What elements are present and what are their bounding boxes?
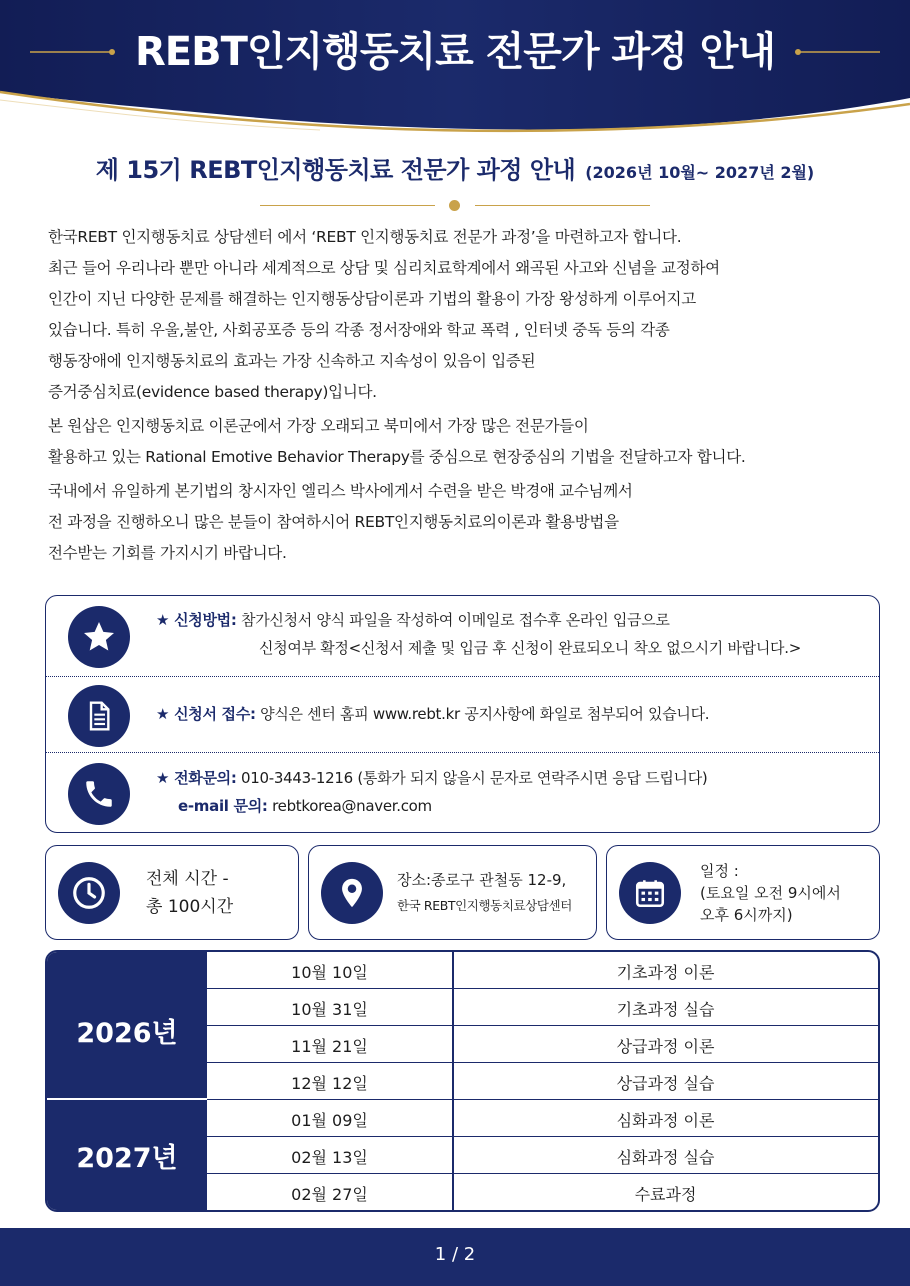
apply-method-line1: 참가신청서 양식 파일을 작성하여 이메일로 접수후 온라인 입금으로 — [241, 611, 670, 629]
intro-line: 있습니다. 특히 우울,불안, 사회공포증 등의 각종 정서장애와 학교 폭력 , 인터넷 중독 등의 각종 — [48, 321, 670, 339]
application-info-box — [45, 595, 880, 833]
session-title: 기초과정 실습 — [616, 1000, 715, 1019]
apply-method-row — [46, 596, 879, 676]
intro-line: 본 원삽은 인지행동치료 이론군에서 가장 오래되고 북미에서 가장 많은 전문가들이 — [48, 417, 589, 435]
session-date: 01월 09일 — [291, 1111, 368, 1130]
location-line1: 장소:종로구 관철동 12-9, — [397, 870, 567, 889]
year-label: 2027년 — [76, 1143, 178, 1174]
intro-line: 증거중심치료(evidence based therapy)입니다. — [48, 383, 377, 401]
form-submission-row — [46, 676, 879, 752]
phone-icon — [68, 763, 130, 825]
course-subtitle — [0, 150, 910, 185]
location-line2: 한국 REBT인지행동치료상담센터 — [397, 897, 572, 913]
calendar-icon — [619, 862, 681, 924]
session-title: 기초과정 이론 — [616, 963, 715, 982]
intro-line: 활용하고 있는 Rational Emotive Behavior Therapy를 중심으로 현장중심의 기법을 전달하고자 합니다. — [48, 448, 746, 466]
table-row — [207, 1026, 878, 1063]
intro-line: 전수받는 기회를 가지시기 바랍니다. — [48, 544, 287, 562]
session-date: 02월 27일 — [291, 1185, 368, 1204]
year-label: 2026년 — [76, 1018, 178, 1049]
session-date: 02월 13일 — [291, 1148, 368, 1167]
form-submission-text: 양식은 센터 홈피 www.rebt.kr 공지사항에 화일로 첨부되어 있습니다. — [260, 705, 710, 723]
intro-line: 행동장애에 인지행동치료의 효과는 가장 신속하고 지속성이 있음이 입증된 — [48, 352, 536, 370]
session-date: 12월 12일 — [291, 1074, 368, 1093]
schedule-time-line3: 오후 6시까지) — [700, 905, 793, 924]
location-pin-icon — [321, 862, 383, 924]
location-card — [308, 845, 597, 940]
intro-paragraph — [48, 411, 878, 473]
schedule-time-card — [606, 845, 880, 940]
schedule-time-line2: (토요일 오전 9시에서 — [700, 883, 841, 902]
email-address: rebtkorea@naver.com — [272, 797, 432, 815]
table-row — [207, 989, 878, 1026]
header-banner — [0, 0, 910, 140]
apply-method-label: ★ 신청방법: — [156, 611, 237, 629]
session-title: 심화과정 이론 — [616, 1111, 715, 1130]
schedule-time-line1: 일정 : — [700, 861, 739, 880]
session-title: 상급과정 이론 — [616, 1037, 715, 1056]
ornament-divider — [260, 205, 650, 207]
session-date: 11월 21일 — [291, 1037, 368, 1056]
email-inquiry-label: e-mail 문의: — [178, 797, 268, 815]
intro-text — [48, 222, 878, 572]
session-date: 10월 10일 — [291, 963, 368, 982]
intro-line: 전 과정을 진행하오니 많은 분들이 참여하시어 REBT인지행동치료의이론과 활용방법을 — [48, 513, 619, 531]
subtitle-main: 제 15기 REBT인지행동치료 전문가 과정 안내 — [95, 156, 576, 184]
intro-paragraph — [48, 222, 878, 408]
intro-paragraph — [48, 476, 878, 569]
intro-line: 국내에서 유일하게 본기법의 창시자인 엘리스 박사에게서 수련을 받은 박경애 교수님께서 — [48, 482, 633, 500]
session-date: 10월 31일 — [291, 1000, 368, 1019]
phone-inquiry-row — [46, 752, 879, 832]
total-hours-line2: 총 100시간 — [146, 896, 234, 917]
apply-method-line2: 신청여부 확정<신청서 제출 및 입금 후 신청이 완료되오니 착오 없으시기 바랍니다.> — [259, 639, 801, 657]
page-number: 1 / 2 — [434, 1244, 476, 1265]
footer-bar — [0, 1228, 910, 1286]
phone-inquiry-label: ★ 전화문의: — [156, 769, 237, 787]
intro-line: 최근 들어 우리나라 뿐만 아니라 세계적으로 상담 및 심리치료학계에서 왜곡된 사고와 신념을 교정하여 — [48, 259, 720, 277]
schedule-table — [45, 950, 880, 1212]
clock-icon — [58, 862, 120, 924]
schedule-rows — [207, 952, 878, 1210]
table-row — [207, 1174, 878, 1211]
table-row — [207, 952, 878, 989]
phone-inquiry-text: 010-3443-1216 (통화가 되지 않을시 문자로 연락주시면 응답 드립니다) — [241, 769, 708, 787]
intro-line: 인간이 지닌 다양한 문제를 해결하는 인지행동상담이론과 기법의 활용이 가장 왕성하게 이루어지고 — [48, 290, 696, 308]
star-icon — [68, 606, 130, 668]
table-row — [207, 1137, 878, 1174]
subtitle-period: (2026년 10월~ 2027년 2월) — [585, 163, 815, 182]
form-submission-label: ★ 신청서 접수: — [156, 705, 256, 723]
session-title: 심화과정 실습 — [616, 1148, 715, 1167]
page-title: REBT인지행동치료 전문가 과정 안내 — [135, 29, 775, 75]
session-title: 상급과정 실습 — [616, 1074, 715, 1093]
table-row — [207, 1063, 878, 1100]
total-hours-line1: 전체 시간 - — [146, 868, 229, 889]
table-row — [207, 1100, 878, 1137]
intro-line: 한국REBT 인지행동치료 상담센터 에서 ‘REBT 인지행동치료 전문가 과정’을 마련하고자 합니다. — [48, 228, 682, 246]
session-title: 수료과정 — [634, 1185, 697, 1204]
year-column — [47, 952, 207, 1210]
total-hours-card — [45, 845, 299, 940]
document-icon — [68, 685, 130, 747]
